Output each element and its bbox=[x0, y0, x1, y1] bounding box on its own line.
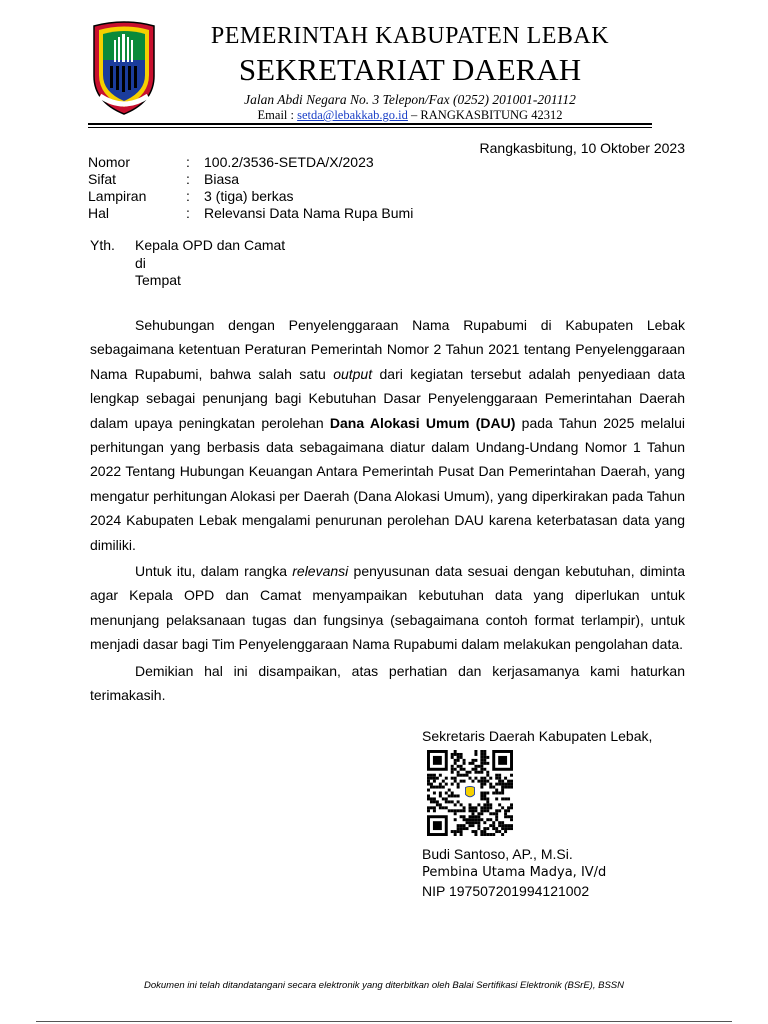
signer-details bbox=[422, 845, 606, 901]
meta-row-lampiran bbox=[88, 188, 413, 205]
body-italic-text: output bbox=[333, 365, 373, 382]
meta-sep: : bbox=[186, 154, 190, 170]
meta-sep: : bbox=[186, 205, 190, 221]
letterhead-rule-thick bbox=[88, 123, 652, 125]
meta-value: 100.2/3536-SETDA/X/2023 bbox=[204, 154, 374, 170]
body-text: Demikian hal ini disampaikan, atas perhatian dan kerjasamanya kami haturkan terimakasih. bbox=[90, 662, 685, 704]
letterhead-rule-thin bbox=[88, 127, 652, 128]
meta-row-hal bbox=[88, 205, 413, 222]
signature-block bbox=[422, 727, 652, 745]
body-paragraph bbox=[90, 313, 685, 557]
body-text: pada Tahun 2025 melalui perhitungan yang berbasis data sebagaimana diatur dalam Undang-Undang Nomor 1 Tahun 2022 Tentang Hubungan Keuangan Antara Pemerintah Pusat Dan Pemerintahan Daerah, yang mengatur perhitungan Alokasi per Daerah (Dana Alokasi Umum), yang diperkirakan pada Tahun 2024 Kabupaten Lebak mengalami penurunan perolehan DAU karena keterbatasan data yang dimiliki. bbox=[90, 414, 685, 553]
body-text: Sehubungan dengan Penyelenggaraan Nama Rupabumi di Kabupaten Lebak sebagaimana ketentuan Peraturan Pemerintah Nomor 2 Tahun 2021 tentang Penyelenggaraan Nama Rupabumi, bahwa salah satu bbox=[90, 317, 685, 382]
recipient-line: di bbox=[135, 254, 146, 271]
recipient-line: Tempat bbox=[135, 272, 181, 288]
office-address: Jalan Abdi Negara No. 3 Telepon/Fax (0252) 201001-201112 bbox=[244, 92, 576, 107]
meta-sep: : bbox=[186, 188, 190, 204]
body-paragraph bbox=[90, 559, 685, 657]
email-label: Email : bbox=[257, 108, 298, 122]
email-suffix: – RANGKASBITUNG 42312 bbox=[407, 108, 563, 122]
recipient-address bbox=[135, 237, 285, 290]
letter-body bbox=[90, 313, 685, 708]
body-bold-text: Dana Alokasi Umum (DAU) bbox=[329, 414, 516, 431]
signer-title: Sekretaris Daerah Kabupaten Lebak, bbox=[422, 728, 653, 744]
meta-value: 3 (tiga) berkas bbox=[204, 188, 294, 204]
government-name: PEMERINTAH KABUPATEN LEBAK bbox=[210, 23, 610, 49]
letter-metadata bbox=[88, 154, 413, 222]
meta-label: Lampiran bbox=[88, 188, 147, 204]
body-text: Untuk itu, dalam rangka bbox=[135, 563, 293, 580]
body-paragraph bbox=[90, 659, 685, 708]
body-text: penyusunan data sesuai dengan kebutuhan, diminta agar Kepala OPD dan Camat menyampaikan kebutuhan data yang diperlukan untuk menunjang pelaksanaan tugas dan fungsinya (sebagaimana contoh format terlampir), untuk menjadi dasar bagi Tim Penyelenggaraan Nama Rupabumi dalam melakukan pengolahan data. bbox=[90, 563, 685, 653]
signer-name: Budi Santoso, AP., M.Si. bbox=[422, 846, 573, 862]
meta-label: Hal bbox=[88, 205, 110, 221]
meta-label: Nomor bbox=[88, 154, 131, 170]
qr-code-icon bbox=[427, 750, 513, 836]
signer-nip: NIP 197507201994121002 bbox=[422, 883, 590, 899]
footer-rule bbox=[36, 1021, 732, 1022]
recipient-label: Yth. bbox=[90, 237, 115, 253]
meta-row-nomor bbox=[88, 154, 413, 171]
esign-footer-note: Dokumen ini telah ditandatangani secara elektronik yang diterbitkan oleh Balai Sertifikasi Elektronik (BSrE), BSSN bbox=[144, 980, 624, 991]
body-italic-text: relevansi bbox=[292, 563, 349, 580]
recipient-line: Kepala OPD dan Camat bbox=[135, 237, 286, 253]
department-name: SEKRETARIAT DAERAH bbox=[238, 52, 582, 87]
meta-label: Sifat bbox=[88, 171, 117, 187]
meta-value: Biasa bbox=[204, 171, 240, 187]
signer-rank: Pembina Utama Madya, IV/d bbox=[422, 864, 607, 880]
letterhead bbox=[170, 22, 650, 123]
email-link[interactable]: setda@lebakkab.go.id bbox=[297, 108, 408, 122]
meta-value: Relevansi Data Nama Rupa Bumi bbox=[204, 205, 414, 221]
office-email-line bbox=[170, 108, 650, 123]
letter-date: Rangkasbitung, 10 Oktober 2023 bbox=[479, 140, 685, 156]
regency-coat-of-arms-icon bbox=[90, 20, 158, 116]
body-text: dari kegiatan tersebut adalah penyediaan data lengkap sebagai penunjang bagi Kebutuhan Dasar Penyelenggaraan Pemerintahan Daerah dalam upaya peningkatan perolehan bbox=[90, 365, 686, 431]
meta-row-sifat bbox=[88, 171, 413, 188]
meta-sep: : bbox=[186, 171, 190, 187]
